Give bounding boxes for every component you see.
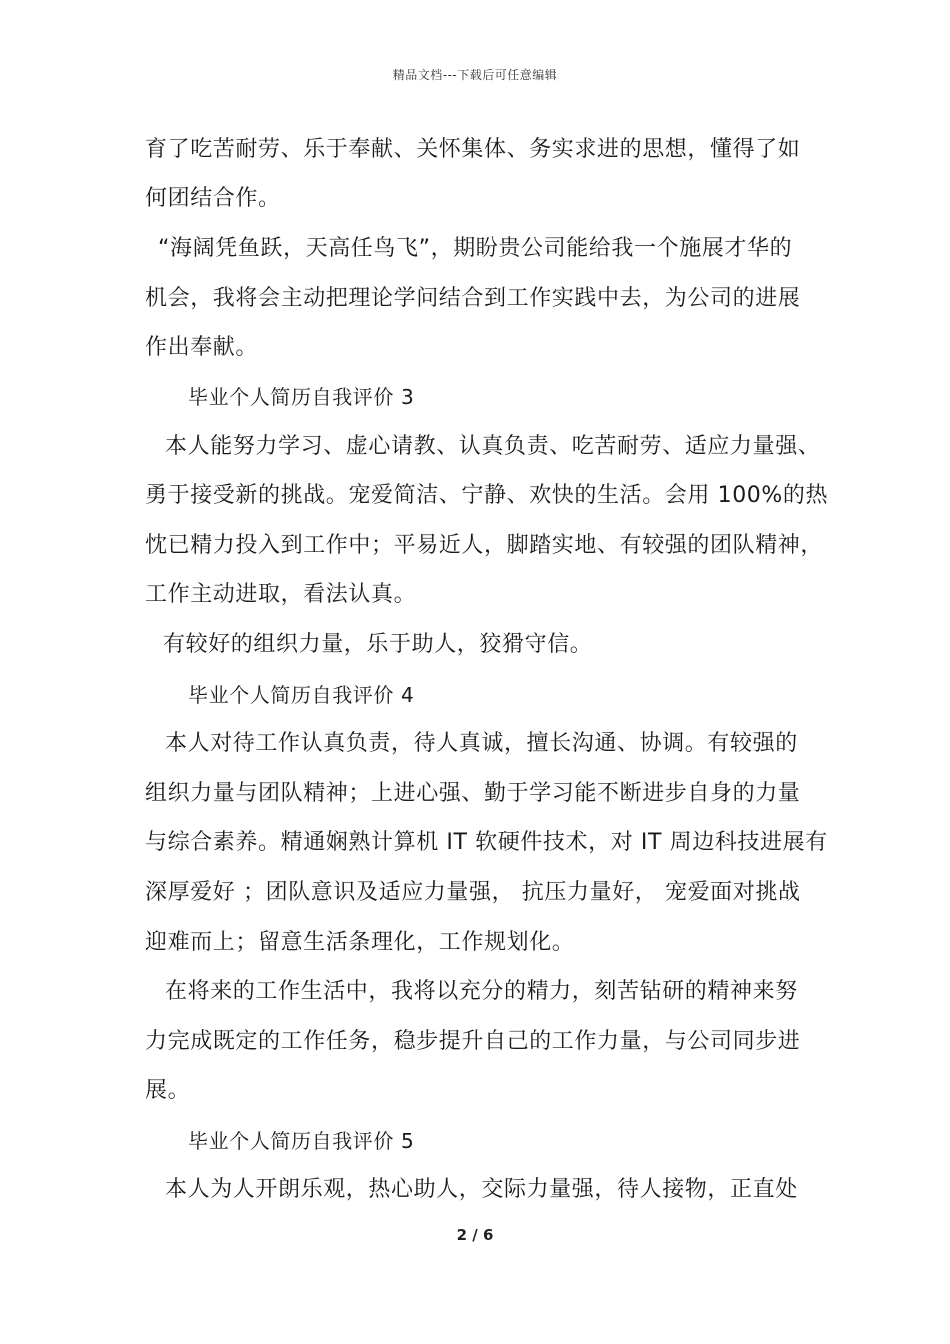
page-header: 精品文档---下载后可任意编辑 xyxy=(392,68,558,82)
page-number: 2 / 6 xyxy=(456,1226,494,1244)
body-line: 迎难而上；留意生活条理化，工作规划化。 xyxy=(145,930,575,955)
body-line: 作出奉献。 xyxy=(145,335,259,360)
body-line: 力完成既定的工作任务，稳步提升自己的工作力量，与公司同步进 xyxy=(145,1029,801,1054)
body-line: 组织力量与团队精神；上进心强、勤于学习能不断进步自身的力量 xyxy=(145,781,801,806)
body-line: “海阔凭鱼跃，天高任鸟飞”，期盼贵公司能给我一个施展才华的 xyxy=(158,236,793,261)
section-heading: 毕业个人简历自我评价 3 xyxy=(188,385,415,409)
body-line: 本人为人开朗乐观，热心助人，交际力量强，待人接物，正直处 xyxy=(165,1177,798,1202)
body-line: 与综合素养。精通娴熟计算机 IT 软硬件技术，对 IT 周边科技进展有 xyxy=(145,830,828,855)
body-line: 在将来的工作生活中，我将以充分的精力，刻苦钻研的精神来努 xyxy=(165,979,798,1004)
body-line: 有较好的组织力量，乐于助人，狡猾守信。 xyxy=(163,632,593,657)
body-line: 机会，我将会主动把理论学问结合到工作实践中去，为公司的进展 xyxy=(145,286,801,311)
body-line: 展。 xyxy=(145,1078,191,1103)
section-heading: 毕业个人简历自我评价 4 xyxy=(188,683,415,707)
body-line: 育了吃苦耐劳、乐于奉献、关怀集体、务实求进的思想，懂得了如 xyxy=(145,137,801,162)
body-line: 本人能努力学习、虚心请教、认真负责、吃苦耐劳、适应力量强、 xyxy=(165,434,821,459)
body-line: 忱已精力投入到工作中；平易近人，脚踏实地、有较强的团队精神， xyxy=(145,533,824,558)
body-line: 工作主动进取，看法认真。 xyxy=(145,582,417,607)
body-line: 勇于接受新的挑战。宠爱简洁、宁静、欢快的生活。会用 100%的热 xyxy=(145,483,829,508)
body-line: 何团结合作。 xyxy=(145,186,281,211)
body-line: 本人对待工作认真负责，待人真诚，擅长沟通、协调。有较强的 xyxy=(165,731,798,756)
body-line: 深厚爱好 ；团队意识及适应力量强， 抗压力量好， 宠爱面对挑战 xyxy=(145,880,801,905)
section-heading: 毕业个人简历自我评价 5 xyxy=(188,1129,415,1153)
